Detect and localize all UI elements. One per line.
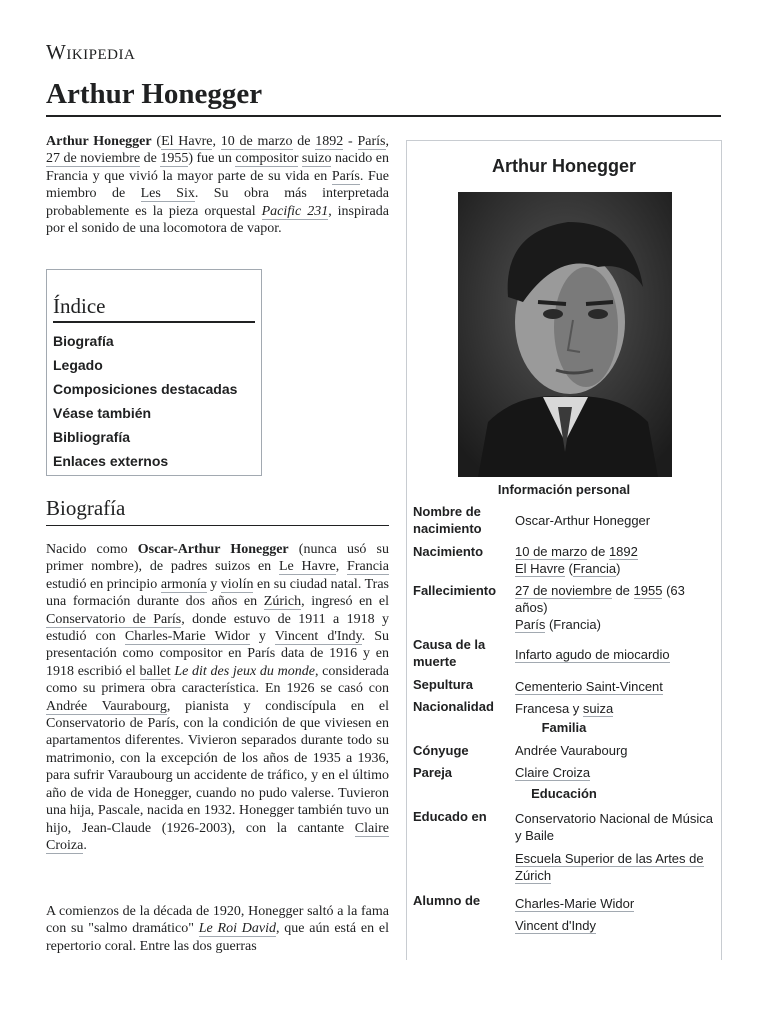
link-widor-infobox[interactable]: Charles-Marie Widor bbox=[515, 896, 635, 911]
link-andree[interactable]: Andrée Vaurabourg bbox=[46, 698, 167, 714]
wikipedia-logo[interactable]: Wikipedia bbox=[46, 40, 136, 64]
link-conservatorio[interactable]: Conservatorio de París bbox=[46, 611, 182, 627]
link-fall-city[interactable]: París bbox=[515, 617, 546, 632]
link-birth-place[interactable]: El Havre bbox=[161, 134, 213, 149]
toc-item-biografia[interactable]: Biografía bbox=[53, 333, 114, 349]
link-fall-year[interactable]: 1955 bbox=[633, 583, 663, 598]
link-suizo[interactable]: suizo bbox=[301, 151, 332, 167]
toc-item-bibliografia[interactable]: Bibliografía bbox=[53, 429, 131, 445]
table-of-contents bbox=[46, 269, 262, 476]
link-pacific-231[interactable]: Pacific 231 bbox=[261, 203, 329, 219]
link-le-roi-david[interactable]: Le Roi David bbox=[198, 921, 276, 937]
toc-item-composiciones[interactable]: Composiciones destacadas bbox=[53, 381, 238, 397]
link-cementerio[interactable]: Cementerio Saint-Vincent bbox=[515, 679, 663, 694]
link-zurich[interactable]: Zúrich bbox=[263, 594, 302, 610]
link-nac-city[interactable]: El Havre bbox=[515, 561, 565, 576]
page-title: Arthur Honegger bbox=[46, 78, 721, 117]
link-claire-croiza[interactable]: Claire Croiza bbox=[46, 820, 389, 853]
link-suiza[interactable]: suiza bbox=[582, 701, 614, 716]
infobox-subheader-educacion: Educación bbox=[531, 786, 597, 801]
link-fall-date[interactable]: 27 de noviembre bbox=[515, 583, 612, 598]
link-le-havre[interactable]: Le Havre bbox=[278, 559, 336, 575]
toc-title: Índice bbox=[53, 294, 255, 323]
link-nac-country[interactable]: Francia bbox=[572, 561, 617, 576]
toc-item-legado[interactable]: Legado bbox=[53, 357, 103, 373]
link-indy[interactable]: Vincent d'Indy bbox=[274, 629, 362, 645]
portrait-graphic bbox=[458, 192, 672, 477]
link-nac-year[interactable]: 1892 bbox=[608, 544, 638, 559]
link-death-place[interactable]: París bbox=[357, 134, 386, 149]
link-armonia[interactable]: armonía bbox=[160, 576, 207, 592]
link-death-year[interactable]: 1955 bbox=[160, 151, 189, 167]
link-ballet[interactable]: ballet bbox=[139, 663, 171, 679]
link-violin[interactable]: violín bbox=[220, 576, 254, 592]
link-death-date[interactable]: 27 de noviembre bbox=[46, 151, 141, 167]
lead-paragraph: Arthur Honegger (El Havre, 10 de marzo de 1892 - París, 27 de noviembre de 1955) fue un compositor suizo nacido en Francia y que vivió la mayor parte de su vida en París. Fue miembro de Les Six. Su obra más interpretada probablemente es la pieza orquestal Pacific 231, inspirada por el sonido de una locomotora de vapor. bbox=[46, 134, 390, 237]
infobox: Arthur Honegger Información personal Nombre de nacimiento Oscar-Arthur Honegger Nacimiento 10 de marzo de 1892 El Havre (Francia) Fallecimiento 27 de noviembre de 1955 (63 años) París (Francia) Causa de la muerte Infarto agudo de miocardio Sepultura Cementerio Saint-Vincent Nacionalidad Francesa y suiza Familia Cónyuge Andrée Vaurabourg Pareja Claire Croiza Educación Educado en Conservatorio Nacional de Música y Baile Escuela Superior de las Artes de Zúrich Alumno de Charles-Marie Widor Vincent d'Indy bbox=[406, 140, 722, 960]
section-heading-biografia: Biografía bbox=[46, 496, 389, 526]
link-francia[interactable]: Francia bbox=[347, 559, 390, 575]
link-les-six[interactable]: Les Six bbox=[140, 186, 195, 202]
subject-name: Arthur Honegger bbox=[46, 134, 152, 149]
link-infarto[interactable]: Infarto agudo de miocardio bbox=[515, 647, 670, 662]
bio-paragraph-1: Nacido como Oscar-Arthur Honegger (nunca usó su primer nombre), de padres suizos en Le Havre, Francia estudió en principio armonía y violín en su ciudad natal. Tras una formación durante dos años en Zúrich, ingresó en el Conservatorio de París, donde estuvo de 1911 a 1918 y estudió con Charles-Marie Widor y Vincent d'Indy. Su presentación como compositor en París data de 1916 y en 1918 escribió el ballet Le dit des jeux du monde, considerada como su primera obra característica. En 1926 se casó con Andrée Vaurabourg, pianista y condiscípula en el Conservatorio de París, con la condición de que viviesen en apartamentos diferentes. Vivieron separados durante todo su matrimonio, con la excepción de los años de 1935 a 1936, para sufrir Varaubourg un accidente de tráfico, y en el último año de vida de Honegger, cuando no pudo valerse. Tuvieron una hija, Pascale, nacida en 1932. Honegger también tuvo un hijo, Jean-Claude (1926-2003), con la cantante Claire Croiza. bbox=[46, 542, 390, 853]
infobox-title: Arthur Honegger bbox=[492, 156, 636, 176]
link-paris[interactable]: París bbox=[331, 168, 360, 184]
link-nac-date[interactable]: 10 de marzo bbox=[515, 544, 588, 559]
toc-item-vease-tambien[interactable]: Véase también bbox=[53, 405, 152, 421]
link-escuela-zurich[interactable]: Escuela Superior de las Artes de Zúrich bbox=[515, 851, 704, 883]
toc-item-enlaces[interactable]: Enlaces externos bbox=[53, 453, 169, 469]
link-claire-croiza-infobox[interactable]: Claire Croiza bbox=[515, 765, 591, 780]
portrait-image[interactable] bbox=[458, 192, 672, 477]
link-compositor[interactable]: compositor bbox=[235, 151, 299, 167]
link-indy-infobox[interactable]: Vincent d'Indy bbox=[515, 918, 597, 933]
infobox-section-personal: Información personal bbox=[497, 482, 631, 497]
link-birth-date[interactable]: 10 de marzo bbox=[220, 134, 293, 149]
infobox-subheader-familia: Familia bbox=[541, 720, 587, 735]
link-birth-year[interactable]: 1892 bbox=[315, 134, 344, 149]
link-widor[interactable]: Charles-Marie Widor bbox=[124, 629, 250, 645]
bio-paragraph-2: A comienzos de la década de 1920, Honegger saltó a la fama con su "salmo dramático" Le Roi David, que aún está en el repertorio coral. Entre las dos guerras bbox=[46, 904, 390, 954]
